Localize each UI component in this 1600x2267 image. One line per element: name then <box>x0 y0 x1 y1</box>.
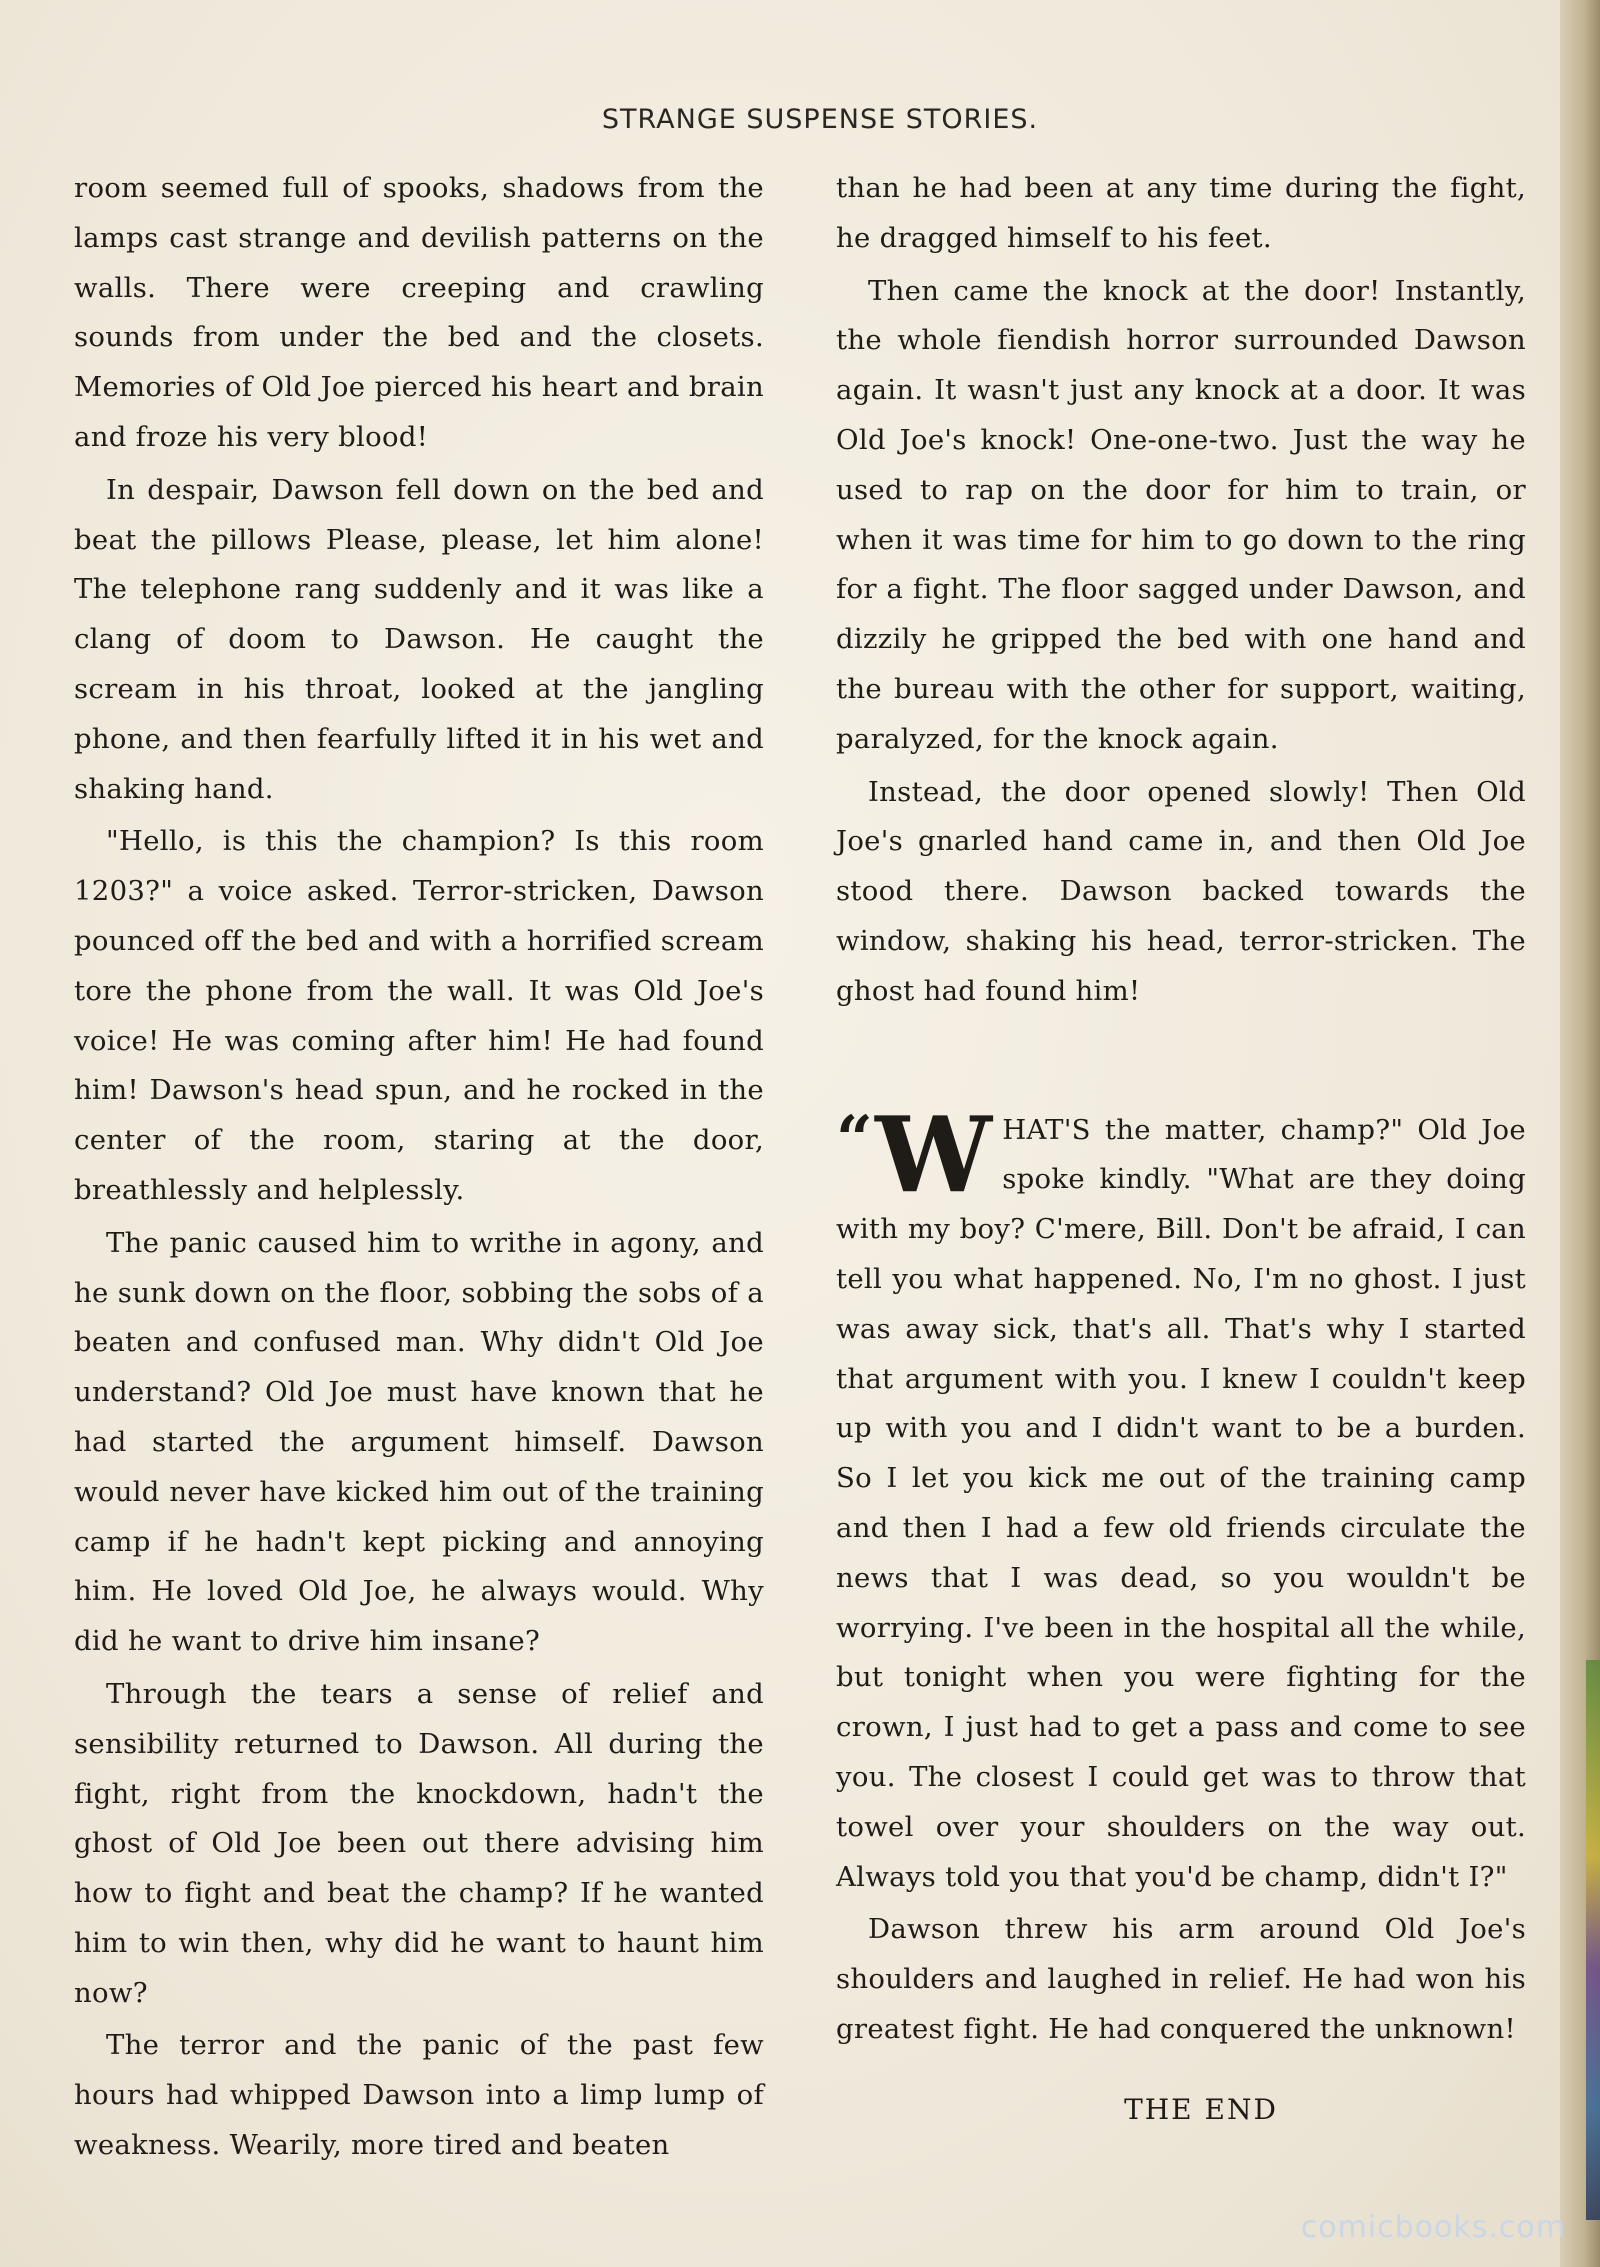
paragraph: Then came the knock at the door! Instantly, the whole fiendish horror surrounded Dawson again. It wasn't just any knock at a door. It was Old Joe's knock! One-one-two. Just the way he used to rap on the door for him to train, or when it was time for him to go down to the ring for a fight. The floor sagged under Dawson, and dizzily he gripped the bed with one hand and the bureau with the other for support, waiting, paralyzed, for the knock again. <box>836 274 1526 755</box>
paragraph: than he had been at any time during the fight, he dragged himself to his feet. <box>836 172 1526 254</box>
paragraph: In despair, Dawson fell down on the bed and beat the pillows Please, please, let him alone! The telephone rang suddenly and it was like a clang of doom to Dawson. He caught the scream in his throat, looked at the jangling phone, and then fearfully lifted it in his wet and shaking hand. <box>74 473 764 805</box>
adjacent-page-strip <box>1586 1660 1600 2220</box>
left-column <box>74 164 764 2174</box>
paragraph: room seemed full of spooks, shadows from the lamps cast strange and devilish patterns on the walls. There were creeping and crawling sounds from under the bed and the closets. Memories of Old Joe pierced his heart and brain and froze his very blood! <box>74 172 764 453</box>
drop-quote-mark: “ <box>836 1101 874 1177</box>
paragraph: The panic caused him to writhe in agony, and he sunk down on the floor, sobbing the sobs of a beaten and confused man. Why didn't Old Joe understand? Old Joe must have known that he had started the argument himself. Dawson would never have kicked him out of the training camp if he hadn't kept picking and annoying him. He loved Old Joe, he always would. Why did he want to drive him insane? <box>74 1226 764 1658</box>
paragraph: Instead, the door opened slowly! Then Old Joe's gnarled hand came in, and then Old Joe stood there. Dawson backed towards the window, shaking his head, terror-stricken. The ghost had found him! <box>836 775 1526 1007</box>
paragraph: The terror and the panic of the past few hours had whipped Dawson into a limp lump of weakness. Wearily, more tired and beaten <box>74 2029 764 2162</box>
paragraph: Through the tears a sense of relief and sensibility returned to Dawson. All during the fight, right from the knockdown, hadn't the ghost of Old Joe been out there advising him how to fight and beat the champ? If he wanted him to win then, why did he want to haunt him now? <box>74 1677 764 2009</box>
page-header: STRANGE SUSPENSE STORIES. <box>601 104 1039 135</box>
drop-cap-letter: W <box>875 1092 993 1216</box>
right-column <box>836 164 1526 2134</box>
paragraph: Dawson threw his arm around Old Joe's shoulders and laughed in relief. He had won his greatest fight. He had conquered the unknown! <box>836 1913 1526 2045</box>
drop-cap-paragraph <box>836 1092 1526 1903</box>
paragraph: "Hello, is this the champion? Is this room 1203?" a voice asked. Terror-stricken, Dawson pounced off the bed and with a horrified scream tore the phone from the wall. It was Old Joe's voice! He was coming after him! He had found him! Dawson's head spun, and he rocked in the center of the room, staring at the door, breathlessly and helplessly. <box>74 825 764 1206</box>
drop-paragraph-text: HAT'S the matter, champ?" Old Joe spoke kindly. "What are they doing with my boy? C'mere, Bill. Don't be afraid, I can tell you what happened. No, I'm no ghost. I just was away sick, that's all. That's why I started that argument with you. I knew I couldn't keep up with you and I didn't want to be a burden. So I let you kick me out of the training camp and then I had a few old friends circulate the news that I was dead, so you wouldn't be worrying. I've been in the hospital all the while, but tonight when you were fighting for the crown, I just had to get a pass and come to see you. The closest I could get was to throw that towel over your shoulders on the way out. Always told you that you'd be champ, didn't I?" <box>836 1113 1526 1893</box>
the-end-label: THE END <box>1124 2092 1278 2126</box>
watermark: comicbooks.com <box>1300 2210 1566 2245</box>
